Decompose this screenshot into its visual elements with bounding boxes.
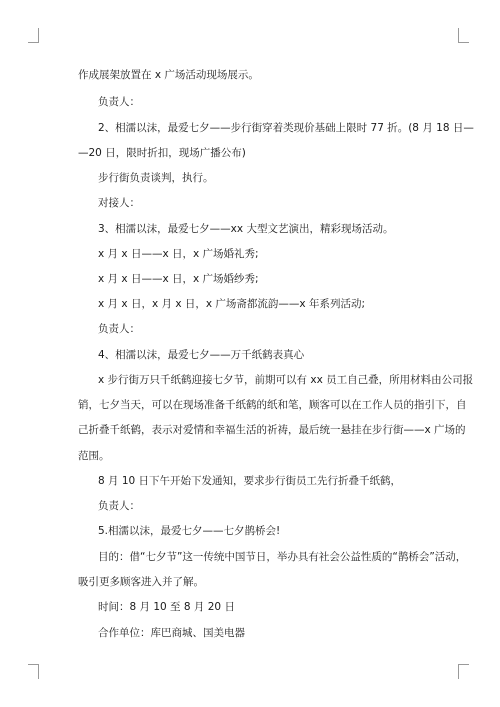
text-line: 时间：8 月 10 至 8 月 20 日 [98,601,235,613]
text-line: 4、相濡以沫，最爱七夕——万千纸鹤表真心 [98,349,305,361]
text-line: 范围。 [78,450,110,462]
text-line: x 月 x 日，x 月 x 日，x 广场斋都流韵——x 年系列活动; [98,298,366,310]
text-line: 8 月 10 日下午开始下发通知，要求步行街员工先行折叠千纸鹤， [98,475,402,487]
crop-mark-top-right [458,28,469,43]
text-line: 对接人： [98,197,140,209]
text-line: 5.相濡以沫，最爱七夕——七夕鹊桥会! [98,525,281,537]
text-line: 2、相濡以沫，最爱七夕——步行街穿着类现价基础上限时 77 折。(8 月 18 日— [98,122,474,134]
text-line: x 步行街万只千纸鹤迎接七夕节，前期可以有 xx 员工自己叠，所用材料由公司报 [98,374,474,386]
text-line: 负责人： [98,323,140,335]
text-line: 销，七夕当天，可以在现场准备千纸鹤的纸和笔，顾客可以在工作人员的指引下，自 [78,399,467,411]
text-line: 吸引更多顾客进入并了解。 [78,576,204,588]
crop-mark-bottom-right [458,664,469,679]
text-line: x 月 x 日——x 日，x 广场婚纱秀; [98,273,259,285]
text-line: 3、相濡以沫，最爱七夕——xx 大型文艺演出，精彩现场活动。 [98,223,394,235]
text-line: 作成展架放置在 x 广场活动现场展示。 [78,69,259,81]
text-line: x 月 x 日——x 日，x 广场婚礼秀; [98,248,259,260]
text-line: 目的：借“七夕节”这一传统中国节日，举办具有社会公益性质的“鹊桥会”活动， [98,551,467,563]
text-line: 负责人： [98,500,140,512]
text-line: 负责人： [98,96,140,108]
text-line: 合作单位：库巴商城、国美电器 [98,627,245,639]
text-line: 步行街负责谈判，执行。 [98,172,214,184]
crop-mark-top-left [28,28,39,43]
crop-mark-bottom-left [28,664,39,679]
text-line: —20 日，限时折扣，现场广播公布) [78,147,246,159]
text-line: 己折叠千纸鹤，表示对爱情和幸福生活的祈祷，最后统一悬挂在步行街——x 广场的 [78,424,466,436]
